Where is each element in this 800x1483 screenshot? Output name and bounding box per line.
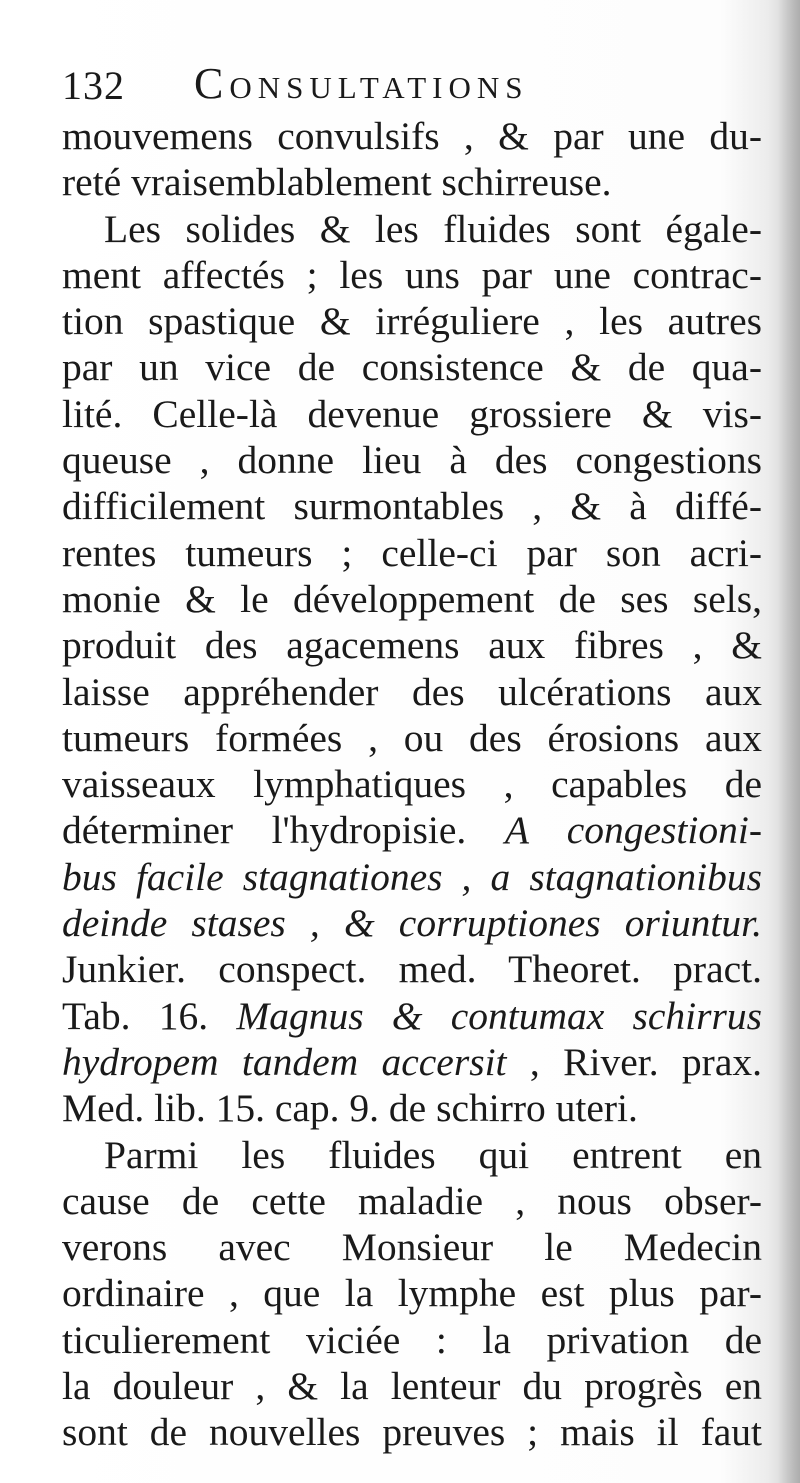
italic-quotation: Magnus & contumax schirrus xyxy=(236,993,762,1038)
text-line xyxy=(62,993,762,1039)
roman-text: déterminer l'hydropisie. xyxy=(62,808,505,853)
italic-quotation: A congestioni- xyxy=(504,808,762,853)
text-line: Junkier. conspect. med. Theoret. pract. xyxy=(62,947,762,992)
text-line: ticulierement viciée : la privation de xyxy=(62,1317,762,1362)
text-line: Les solides & les fluides sont égale- xyxy=(104,206,762,251)
roman-text: Tab. 16. xyxy=(62,993,237,1038)
text-line: tumeurs formées , ou des érosions aux xyxy=(62,715,762,760)
text-line: produit des agacemens aux fibres , & xyxy=(62,623,762,668)
page-number: 132 xyxy=(62,63,125,108)
text-line: mouvemens convulsifs , & par une du- xyxy=(62,114,762,158)
text-line: queuse , donne lieu à des congestions xyxy=(62,438,762,483)
text-line: par un vice de consistence & de qua- xyxy=(62,345,762,390)
text-line: tion spastique & irréguliere , les autres xyxy=(62,299,762,344)
text-line: ment affectés ; les uns par une contrac- xyxy=(62,252,762,297)
running-title: Consultations xyxy=(194,59,529,108)
italic-quotation: hydropem tandem accersit xyxy=(62,1039,507,1084)
text-line xyxy=(62,807,762,853)
text-line: verons avec Monsieur le Medecin xyxy=(62,1225,762,1270)
text-line: laisse appréhender des ulcérations aux xyxy=(62,669,762,714)
text-line: ordinaire , que la lymphe est plus par- xyxy=(62,1271,762,1316)
text-line: reté vraisemblablement schirreuse. xyxy=(62,160,612,205)
page-gutter-shadow xyxy=(778,0,800,1483)
text-line: Med. lib. 15. cap. 9. de schirro uteri. xyxy=(62,1086,638,1131)
text-line: rentes tumeurs ; celle-ci par son acri- xyxy=(62,530,762,575)
text-line: lité. Celle-là devenue grossiere & vis- xyxy=(62,391,762,436)
text-line: la douleur , & la lenteur du progrès en xyxy=(62,1364,762,1409)
text-line: sont de nouvelles preuves ; mais il faut xyxy=(62,1410,762,1455)
text-line: vaisseaux lymphatiques , capables de xyxy=(62,762,762,807)
text-line: deinde stases , & corruptiones oriuntur. xyxy=(62,901,762,946)
text-line xyxy=(62,1039,762,1085)
text-line: Parmi les fluides qui entrent en xyxy=(104,1132,762,1177)
text-line: monie & le développement de ses sels, xyxy=(62,576,762,621)
text-line: difficilement surmontables , & à diffé- xyxy=(62,484,762,529)
page-header xyxy=(62,58,762,110)
text-line: bus facile stagnationes , a stagnationibus xyxy=(62,854,762,899)
text-line: cause de cette maladie , nous obser- xyxy=(62,1178,762,1223)
body-text xyxy=(62,113,762,1456)
roman-text: , River. prax. xyxy=(506,1039,762,1084)
